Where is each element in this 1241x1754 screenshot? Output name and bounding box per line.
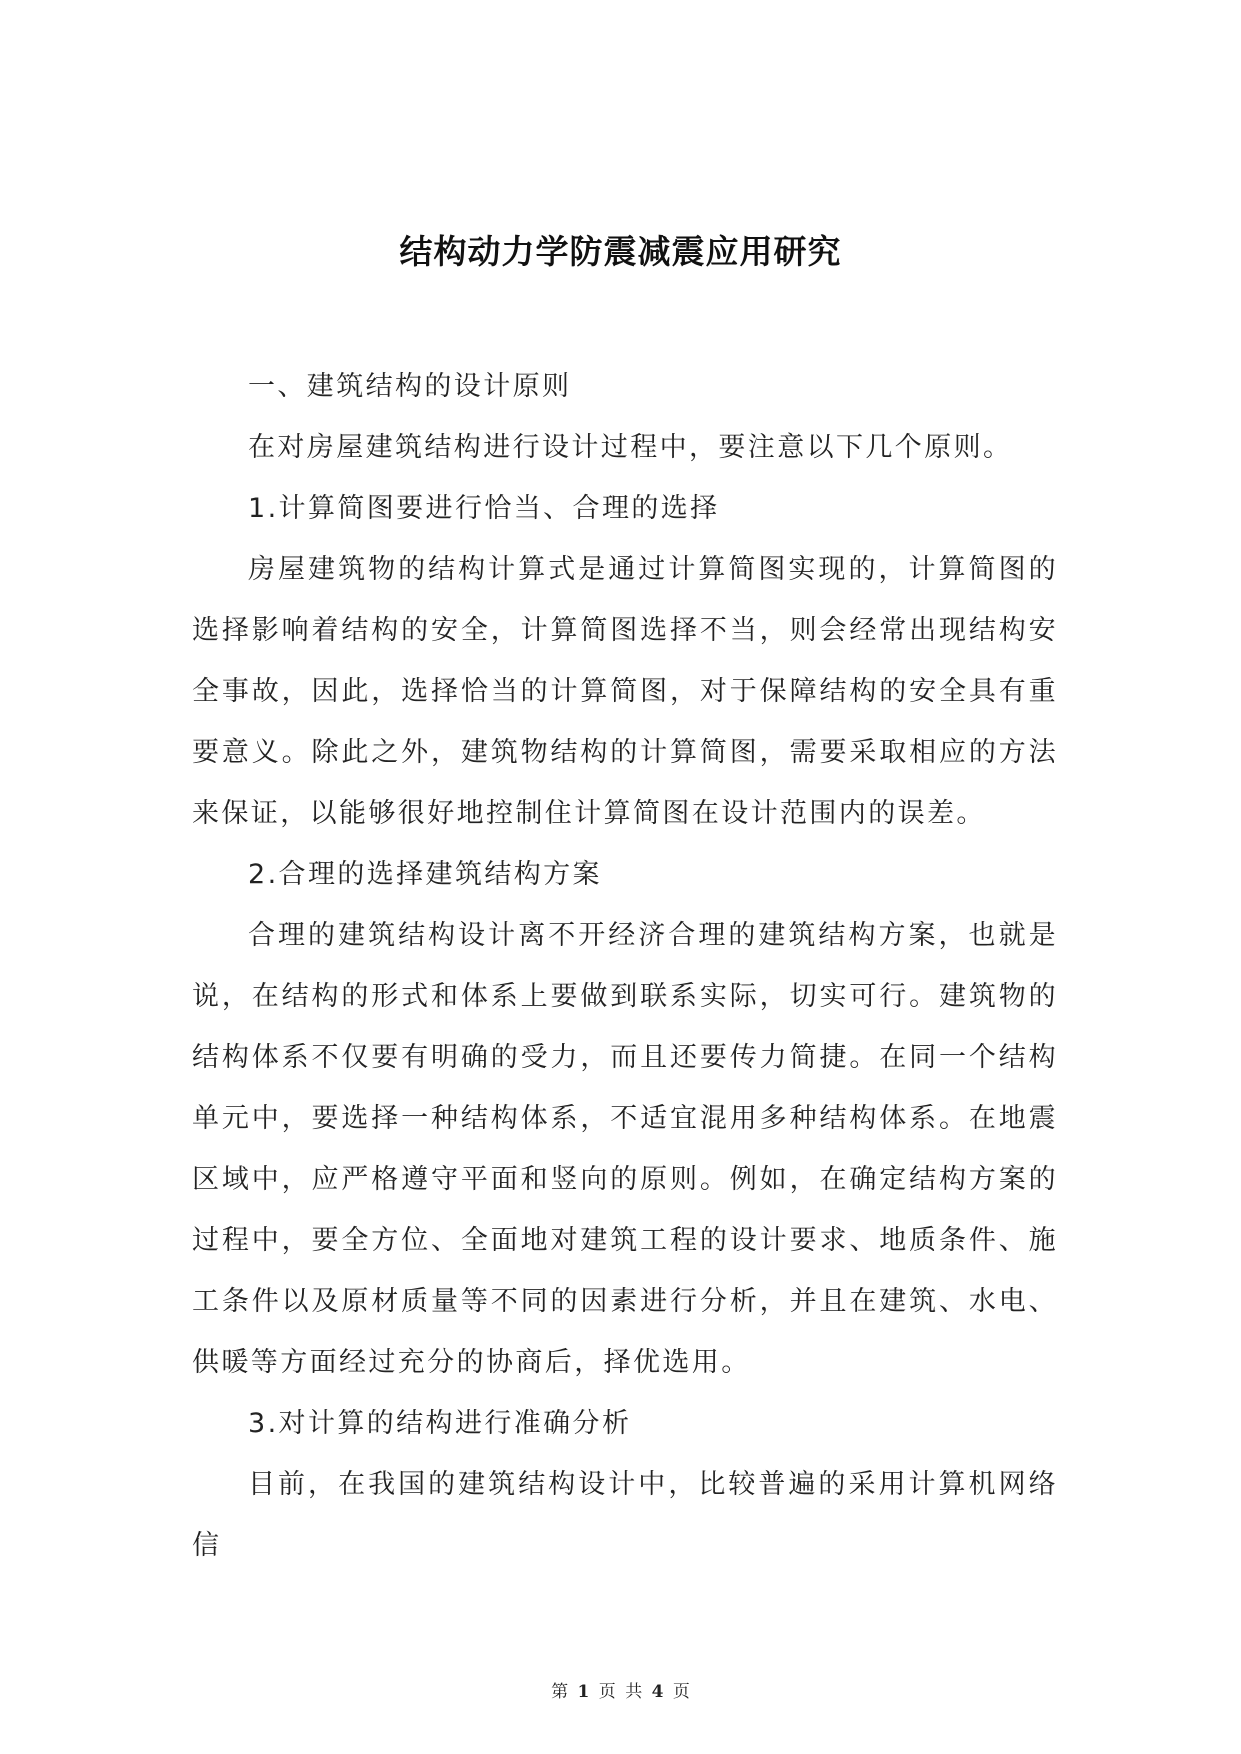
paragraph: 目前，在我国的建筑结构设计中，比较普遍的采用计算机网络信 <box>192 1469 1058 1561</box>
total-page-count: 4 <box>651 1682 664 1702</box>
footer-middle: 页 共 <box>598 1682 643 1702</box>
subsection-heading: 2.合理的选择建筑结构方案 <box>248 859 602 890</box>
paragraph: 在对房屋建筑结构进行设计过程中，要注意以下几个原则。 <box>248 432 1013 463</box>
document-title: 结构动力学防震减震应用研究 <box>399 232 842 271</box>
current-page-number: 1 <box>577 1682 590 1702</box>
document-body <box>192 356 1058 1576</box>
paragraph: 房屋建筑物的结构计算式是通过计算简图实现的，计算简图的选择影响着结构的安全，计算简图选择不当，则会经常出现结构安全事故，因此，选择恰当的计算简图，对于保障结构的安全具有重要意义。除此之外，建筑物结构的计算简图，需要采取相应的方法来保证，以能够很好地控制住计算简图在设计范围内的误差。 <box>192 554 1058 829</box>
subsection-heading: 1.计算简图要进行恰当、合理的选择 <box>248 493 720 524</box>
page-footer <box>0 1677 1241 1702</box>
footer-prefix: 第 <box>551 1682 569 1702</box>
footer-suffix: 页 <box>672 1682 690 1702</box>
paragraph: 合理的建筑结构设计离不开经济合理的建筑结构方案，也就是说，在结构的形式和体系上要做到联系实际，切实可行。建筑物的结构体系不仅要有明确的受力，而且还要传力简捷。在同一个结构单元中，要选择一种结构体系，不适宜混用多种结构体系。在地震区域中，应严格遵守平面和竖向的原则。例如，在确定结构方案的过程中，要全方位、全面地对建筑工程的设计要求、地质条件、施工条件以及原材质量等不同的因素进行分析，并且在建筑、水电、供暖等方面经过充分的协商后，择优选用。 <box>192 920 1058 1378</box>
subsection-heading: 3.对计算的结构进行准确分析 <box>248 1408 632 1439</box>
section-heading: 一、建筑结构的设计原则 <box>248 371 572 402</box>
